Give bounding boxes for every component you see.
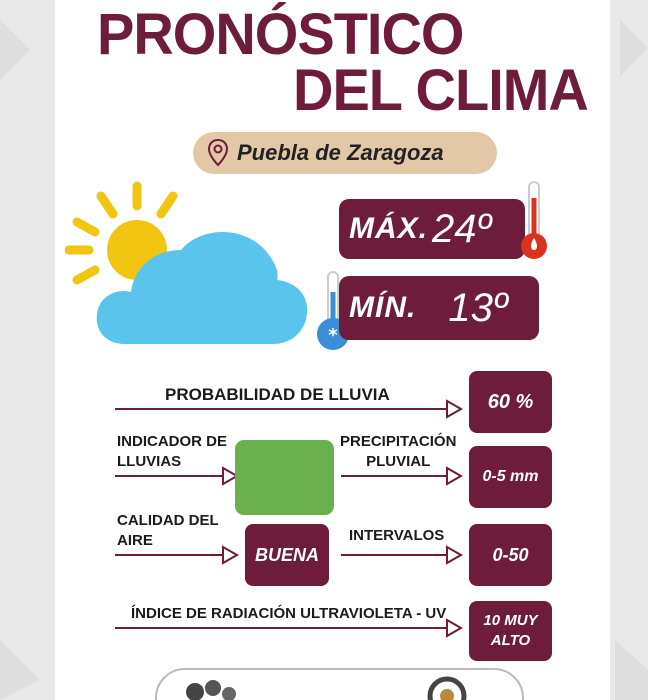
air-quality-value: BUENA [245,524,329,586]
uv-index-label: ÍNDICE DE RADIACIÓN ULTRAVIOLETA - UV [131,605,447,622]
rain-indicator-label: INDICADOR DE LLUVIAS [117,433,228,470]
min-temp-value: 13º [448,285,508,330]
title-line-1: PRONÓSTICO [97,0,464,67]
uv-index-value: 10 MUY ALTO [469,601,552,661]
min-temp-label: MÍN. [349,291,417,324]
weather-forecast-card [55,0,610,700]
svg-text:*: * [328,325,338,346]
rain-probability-label: PROBABILIDAD DE LLUVIA [165,385,390,404]
precipitation-value: 0-5 mm [469,446,552,508]
footer-logos-bar [155,668,524,700]
max-temp-label: MÁX. [349,212,428,245]
intervals-label: INTERVALOS [349,527,445,544]
air-quality-label: CALIDAD DEL AIRE [117,512,219,549]
title-line-2: DEL CLIMA [293,56,588,123]
institution-logo-icon [183,676,243,700]
max-temp-value: 24º [432,206,492,251]
location-name: Puebla de Zaragoza [237,140,444,165]
intervals-value: 0-50 [469,524,552,586]
rain-probability-value: 60 % [469,371,552,433]
rain-indicator-color [235,440,334,515]
arrow-lines [55,0,610,700]
seal-logo-icon [427,676,467,700]
precipitation-label: PRECIPITACIÓN PLUVIAL [340,433,457,470]
